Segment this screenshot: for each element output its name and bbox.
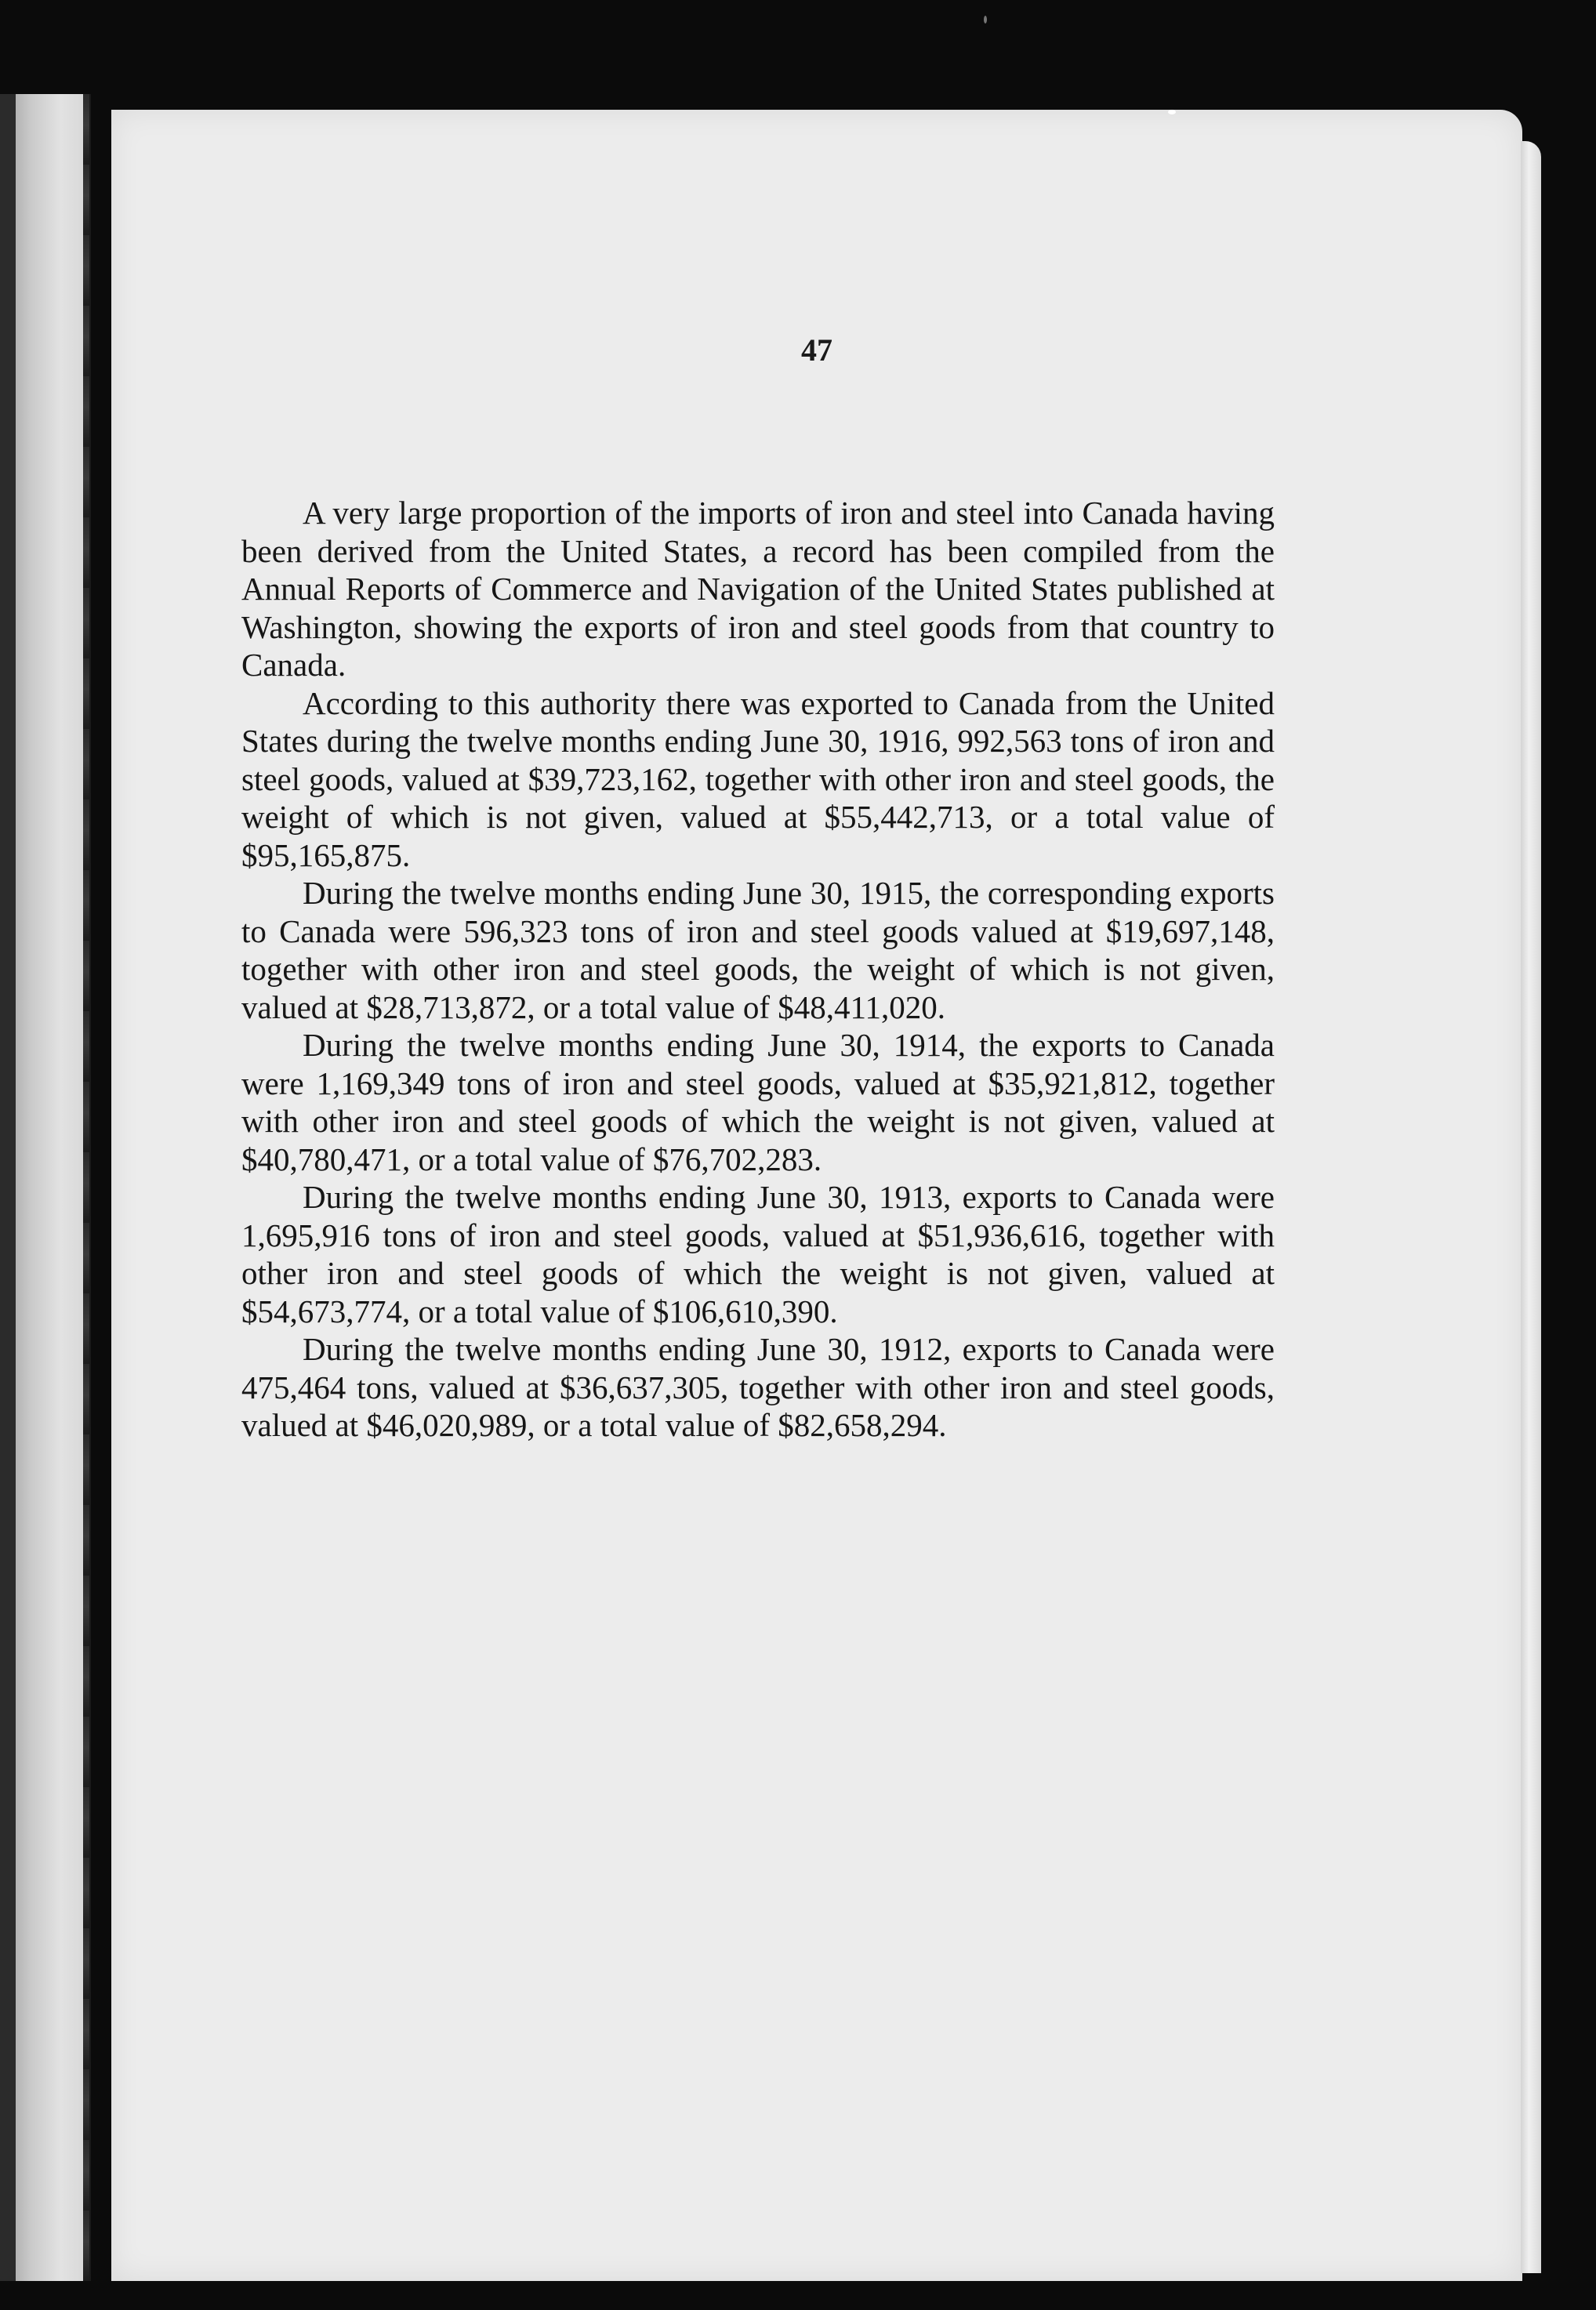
scan-speck [1168, 110, 1176, 114]
body-text [241, 329, 1275, 1445]
paragraph-3: During the twelve months ending June 30, 1915, the corresponding exports to Canada were 596,323 tons of iron and steel goods valued at $19,697,148, together with other iron and steel goods, the weight of which is not given, valued at $28,713,872, or a total value of $48,411,020. [241, 875, 1275, 1025]
paragraph-1: A very large proportion of the imports of iron and steel into Canada having been derived from the United States, a record has been compiled from the Annual Reports of Commerce and Navigation of the United States published at Washington, showing the exports of iron and steel goods from that country to Canada. [241, 495, 1275, 683]
paragraph-6: During the twelve months ending June 30, 1912, exports to Canada were 475,464 tons, valued at $36,637,305, together with other iron and steel goods, valued at $46,020,989, or a total value of $82,658,294. [241, 1331, 1275, 1443]
adjacent-page-edge [0, 94, 91, 2281]
page-number: 47 [801, 332, 832, 368]
binding-fold [0, 94, 16, 2281]
page-edge-shadow [83, 94, 89, 2281]
paragraph-4: During the twelve months ending June 30, 1914, the exports to Canada were 1,169,349 tons of iron and steel goods, valued at $35,921,812, together with other iron and steel goods of which the weight is not given, valued at $40,780,471, or a total value of $76,702,283. [241, 1027, 1275, 1177]
paragraph-5: During the twelve months ending June 30, 1913, exports to Canada were 1,695,916 tons of iron and steel goods, valued at $51,936,616, together with other iron and steel goods of which the weight is not given, valued at $54,673,774, or a total value of $106,610,390. [241, 1179, 1275, 1329]
scan-speck [984, 16, 987, 24]
document-page [111, 110, 1522, 2281]
paragraph-2: According to this authority there was exported to Canada from the United States during the twelve months ending June 30, 1916, 992,563 tons of iron and steel goods, valued at $39,723,162, together with other iron and steel goods, the weight of which is not given, valued at $55,442,713, or a total value of $95,165,875. [241, 684, 1275, 873]
